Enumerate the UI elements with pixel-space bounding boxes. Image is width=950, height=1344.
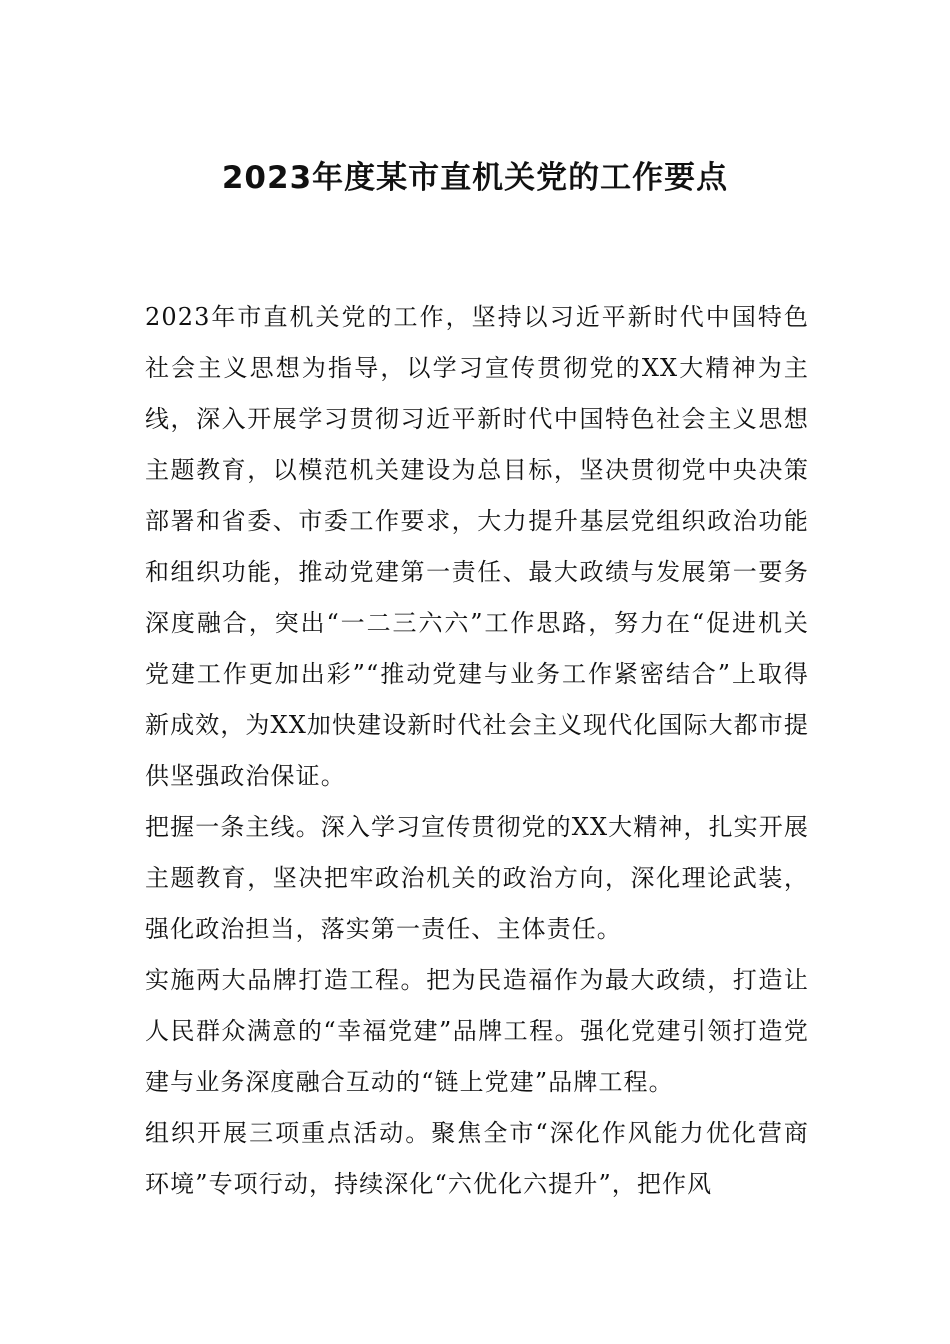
paragraph-main-line: 把握一条主线。深入学习宣传贯彻党的XX大精神，扎实开展主题教育，坚决把牢政治机关的政治方向，深化理论武装，强化政治担当，落实第一责任、主体责任。 — [145, 813, 809, 943]
paragraph-key-activities: 组织开展三项重点活动。聚焦全市“深化作风能力优化营商环境”专项行动，持续深化“六优化六提升”，把作风 — [145, 1119, 809, 1198]
document-body — [145, 292, 809, 1210]
paragraph-intro: 2023年市直机关党的工作，坚持以习近平新时代中国特色社会主义思想为指导，以学习宣传贯彻党的XX大精神为主线，深入开展学习贯彻习近平新时代中国特色社会主义思想主题教育，以模范机关建设为总目标，坚决贯彻党中央决策部署和省委、市委工作要求，大力提升基层党组织政治功能和组织功能，推动党建第一责任、最大政绩与发展第一要务深度融合，突出“一二三六六”工作思路，努力在“促进机关党建工作更加出彩”“推动党建与业务工作紧密结合”上取得新成效，为XX加快建设新时代社会主义现代化国际大都市提供坚强政治保证。 — [145, 303, 809, 790]
document-title: 2023年度某市直机关党的工作要点 — [221, 160, 729, 196]
paragraph-brand-projects: 实施两大品牌打造工程。把为民造福作为最大政绩，打造让人民群众满意的“幸福党建”品牌工程。强化党建引领打造党建与业务深度融合互动的“链上党建”品牌工程。 — [145, 966, 809, 1096]
